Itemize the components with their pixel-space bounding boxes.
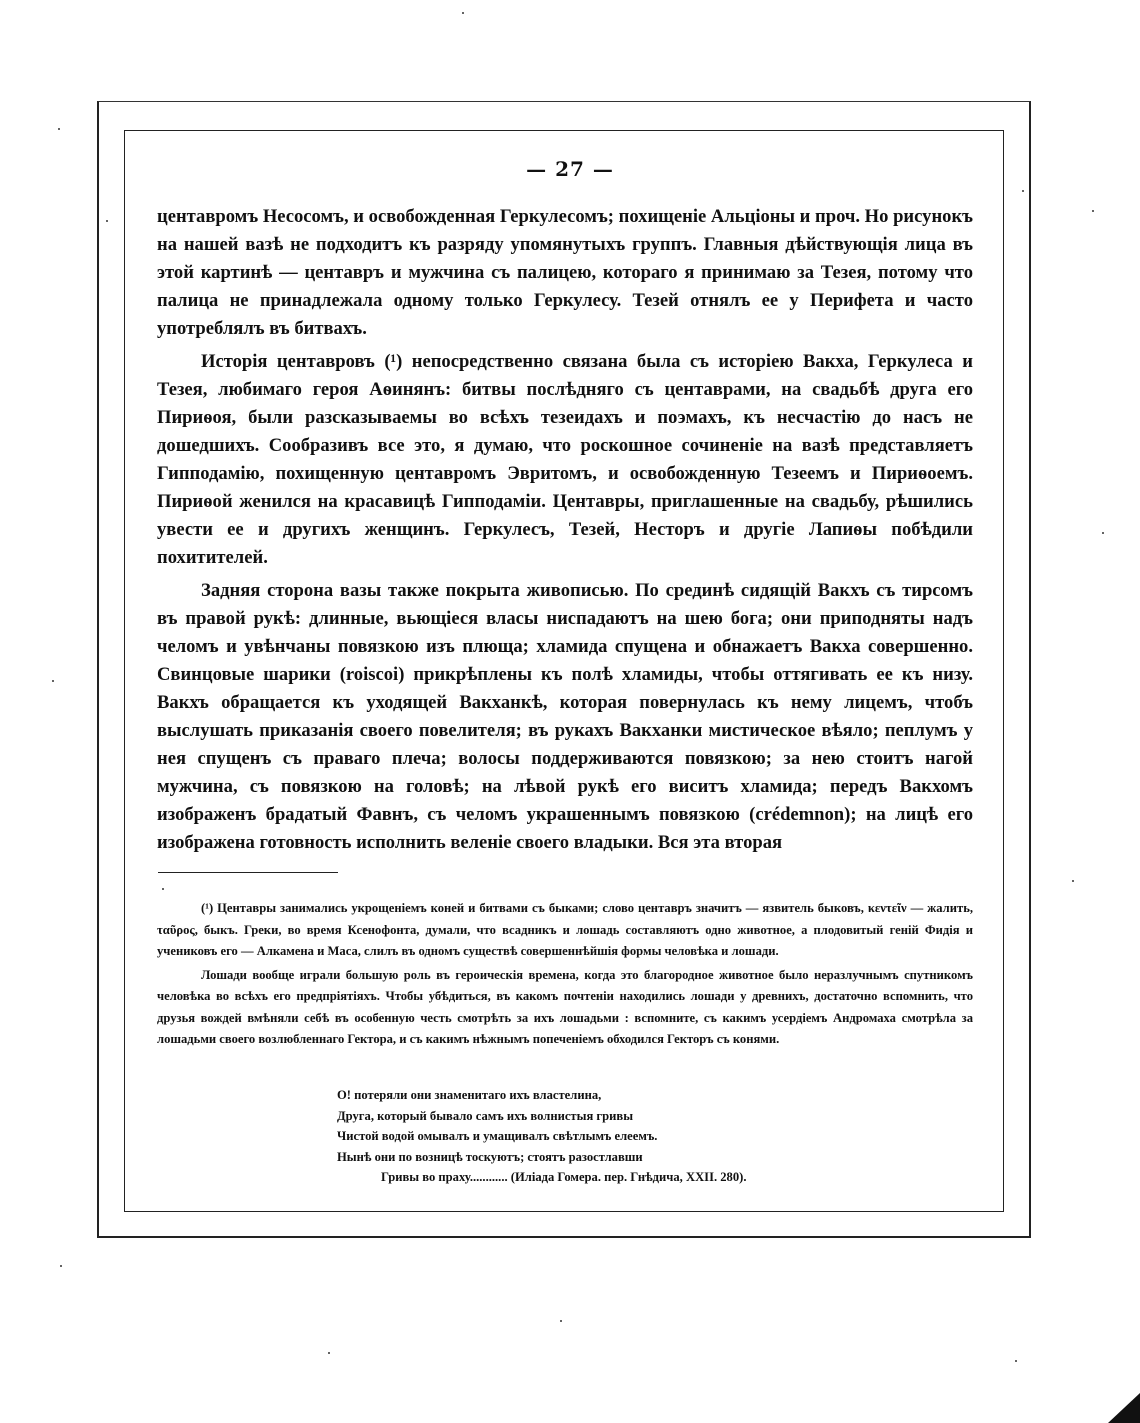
scan-speck: [1072, 880, 1074, 882]
verse-line: Чистой водой омывалъ и умащивалъ свѣтлымъ елеемъ.: [337, 1129, 658, 1143]
footnote-rule: [158, 872, 338, 873]
verse-line: Друга, который бывало самъ ихъ волнистыя гривы: [337, 1108, 634, 1123]
scan-speck: [60, 1265, 62, 1267]
scan-speck: [1092, 210, 1094, 212]
page-number: — 27 —: [526, 157, 614, 181]
footnotes: [157, 898, 973, 1053]
scan-speck: [58, 128, 60, 130]
paragraph-2: Исторія центавровъ (¹) непосредственно связана была съ исторіею Вакха, Геркулеса и Тезея, любимаго героя Аѳинянъ: битвы послѣдняго съ центаврами, на свадьбѣ друга его Пириѳоя, были разсказываемы во всѣхъ тезеидахъ и поэмахъ, къ несчастію до насъ не дошедшихъ. Сообразивъ все это, я думаю, что роскошное сочиненіе на вазѣ представляетъ Гипподамію, похищенную центавромъ Эвритомъ, и освобожденную Тезеемъ и Пириѳоемъ. Пириѳой женился на красавицѣ Гипподаміи. Центавры, приглашенные на свадьбу, рѣшились увести ее и другихъ женщинъ. Геркулесъ, Тезей, Несторъ и другіе Лапиѳы побѣдили похитителей.: [157, 351, 973, 568]
scan-speck: [328, 1352, 330, 1354]
verse-line: Нынѣ они по возницѣ тоскуютъ; стоятъ разостлавши: [337, 1149, 643, 1164]
scan-speck: [1015, 1360, 1017, 1362]
scan-speck: [106, 220, 108, 222]
footnote-1: (¹) Центавры занимались укрощеніемъ коней и битвами съ быками; слово центавръ значитъ — язвитель быковъ, κεντεῖν — жалить, ταῦρος, быкъ. Греки, во время Ксенофонта, думали, что всадникъ и лошадь составляютъ одно животное, а плодовитый геній Фидія и учениковъ его — Алкамена и Маса, слилъ въ одномъ существѣ совершеннѣйшія формы человѣка и лошади.: [157, 901, 973, 958]
scan-speck: [162, 888, 164, 890]
scan-speck: [52, 680, 54, 682]
verse-line: О! потеряли они знаменитаго ихъ властелина,: [337, 1088, 602, 1102]
scan-speck: [560, 1320, 562, 1322]
corner-mark: [1108, 1393, 1140, 1423]
verse-quotation: [337, 1085, 857, 1188]
footnote-2: Лошади вообще играли большую роль въ героическія времена, когда это благородное животное было неразлучнымъ спутникомъ человѣка во всѣхъ его предпріятіяхъ. Чтобы убѣдиться, въ какомъ почтеніи находились лошади у древнихъ, достаточно вспомнить, что друзья вождей вмѣняли себѣ въ особенную честь смотрѣть за ихъ лошадьми : вспомните, съ какимъ усердіемъ Андромаха смотрѣла за лошадьми своего возлюбленнаго Гектора, и съ какимъ нѣжнымъ попеченіемъ обходился Гекторъ съ конями.: [157, 967, 973, 1046]
paragraph-3: Задняя сторона вазы также покрыта живописью. По срединѣ сидящій Вакхъ съ тирсомъ въ правой рукѣ: длинные, вьющіеся власы ниспадаютъ на шею бога; они приподняты надъ челомъ и увѣнчаны повязкою изъ плюща; хламида спущена и обнажаетъ Вакха совершенно. Свинцовые шарики (roiscoi) прикрѣплены къ полѣ хламиды, чтобы оттягивать ее къ низу. Вакхъ обращается къ уходящей Вакханкѣ, которая повернулась къ нему лицемъ, чтобъ выслушать приказанія своего повелителя; въ рукахъ Вакханки мистическое вѣяло; пеплумъ у нея спущенъ съ праваго плеча; волосы поддерживаются повязкою; за нею стоитъ нагой мужчина, съ повязкою на головѣ; на лѣвой рукѣ его виситъ хламида; передъ Вакхомъ изображенъ брадатый Фавнъ, съ челомъ украшеннымъ повязкою (crédemnon); на лицѣ его изображена готовность исполнить веленіе своего владыки. Вся эта вторая: [157, 580, 973, 853]
scan-speck: [462, 12, 464, 14]
main-text-body: [157, 203, 973, 862]
scan-speck: [1022, 190, 1024, 192]
scan-speck: [1102, 532, 1104, 534]
paragraph-1: центавромъ Несосомъ, и освобожденная Геркулесомъ; похищеніе Альціоны и проч. Но рисунокъ на нашей вазѣ не подходитъ къ разряду упомянутыхъ группъ. Главныя дѣйствующія лица въ этой картинѣ — центавръ и мужчина съ палицею, котораго я принимаю за Тезея, потому что палица не принадлежала одному только Геркулесу. Тезей отнялъ ее у Перифета и часто употреблялъ въ битвахъ.: [157, 206, 974, 339]
verse-line-citation: Гривы во праху............ (Иліада Гомера. пер. Гнѣдича, XXII. 280).: [381, 1170, 747, 1184]
